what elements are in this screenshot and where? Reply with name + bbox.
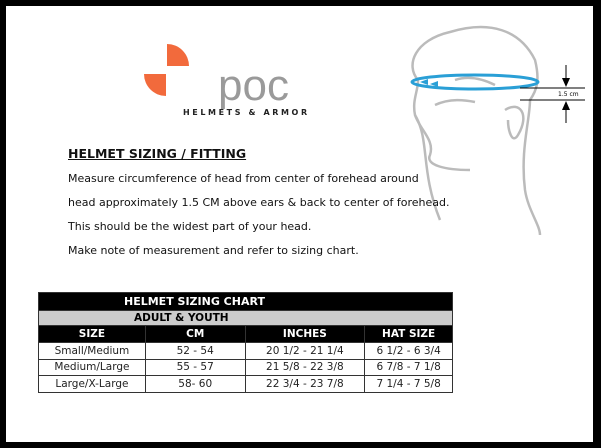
column-header: CM xyxy=(145,326,245,343)
column-header: SIZE xyxy=(39,326,146,343)
table-cell: 22 3/4 - 23 7/8 xyxy=(245,376,365,393)
table-cell: 58- 60 xyxy=(145,376,245,393)
table-cell: 6 1/2 - 6 3/4 xyxy=(365,343,453,360)
table-cell: Medium/Large xyxy=(39,359,146,376)
table-row xyxy=(39,376,453,393)
instructions-heading: HELMET SIZING / FITTING xyxy=(68,146,247,161)
table-row xyxy=(39,359,453,376)
table-cell: 20 1/2 - 21 1/4 xyxy=(245,343,365,360)
table-cell: 52 - 54 xyxy=(145,343,245,360)
logo-tagline: HELMETS & ARMOR xyxy=(183,108,310,117)
table-title: HELMET SIZING CHART xyxy=(39,293,453,311)
instruction-line: head approximately 1.5 CM above ears & back to center of forehead. xyxy=(68,196,450,209)
table-cell: Large/X-Large xyxy=(39,376,146,393)
table-subtitle: ADULT & YOUTH xyxy=(39,311,453,326)
column-header: HAT SIZE xyxy=(365,326,453,343)
measure-label: 1.5 cm xyxy=(558,91,579,98)
table-cell: 21 5/8 - 22 3/8 xyxy=(245,359,365,376)
table-cell: Small/Medium xyxy=(39,343,146,360)
column-header: INCHES xyxy=(245,326,365,343)
table-row xyxy=(39,343,453,360)
instruction-line: Measure circumference of head from center of forehead around xyxy=(68,172,419,185)
table-cell: 6 7/8 - 7 1/8 xyxy=(365,359,453,376)
table-cell: 7 1/4 - 7 5/8 xyxy=(365,376,453,393)
sizing-chart-table xyxy=(38,292,453,393)
instruction-line: This should be the widest part of your head. xyxy=(68,220,312,233)
table-cell: 55 - 57 xyxy=(145,359,245,376)
svg-text:poc: poc xyxy=(218,61,289,110)
instruction-line: Make note of measurement and refer to sizing chart. xyxy=(68,244,359,257)
